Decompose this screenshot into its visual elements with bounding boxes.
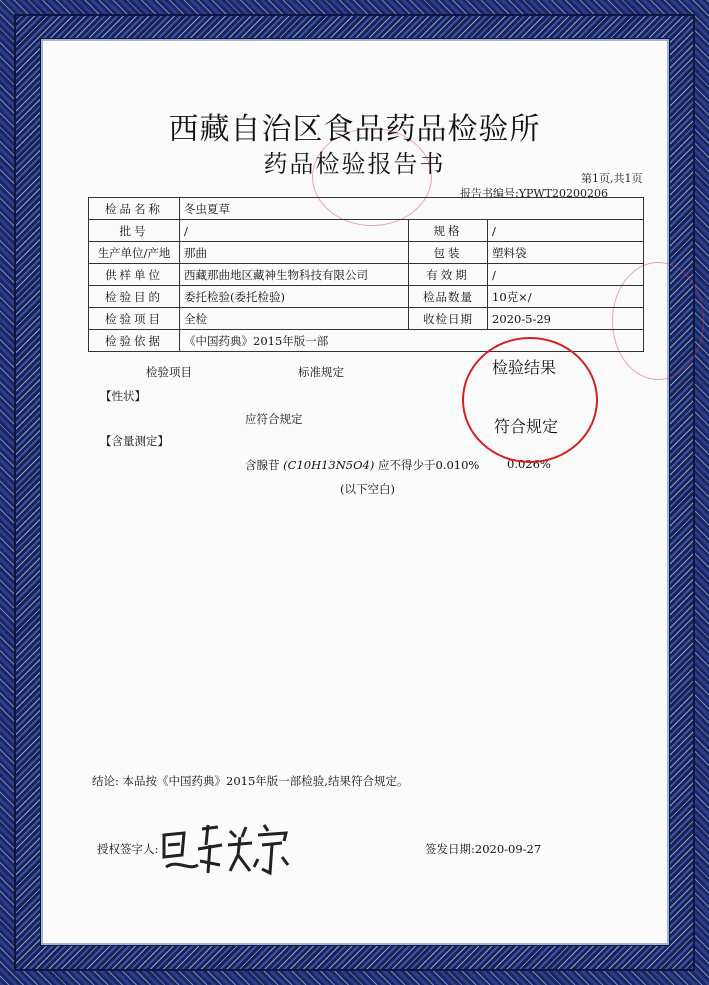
table-row xyxy=(89,242,644,264)
label-batch: 批号 xyxy=(89,220,180,242)
institute-name: 西藏自治区食品药品检验所 xyxy=(168,112,541,147)
report-number: 报告书编号:YPWT20200206 xyxy=(460,187,609,200)
signatory-label: 授权签字人: xyxy=(97,842,159,856)
label-spec: 规格 xyxy=(409,220,488,242)
blank-note: (以下空白) xyxy=(340,482,395,496)
table-row xyxy=(89,264,644,286)
value-basis: 《中国药典》2015年版一部 xyxy=(180,330,644,352)
table-row xyxy=(89,220,644,242)
value-quantity: 10克×/ xyxy=(488,286,644,308)
section-assay: 【含量测定】 xyxy=(100,434,169,448)
label-purpose: 检验目的 xyxy=(89,286,180,308)
label-producer: 生产单位/产地 xyxy=(89,242,180,264)
assay-item-line xyxy=(245,457,479,473)
value-spec: / xyxy=(488,220,644,242)
table-row xyxy=(89,198,644,220)
value-producer: 那曲 xyxy=(180,242,409,264)
assay-formula: (C10H13N5O4) xyxy=(283,458,375,472)
section-appearance: 【性状】 xyxy=(100,389,146,403)
sample-info-table xyxy=(88,197,644,352)
assay-result: 0.026% xyxy=(507,457,551,471)
value-expiry: / xyxy=(488,264,644,286)
conclusion: 结论: 本品按《中国药典》2015年版一部检验,结果符合规定。 xyxy=(92,774,409,788)
value-test-items: 全检 xyxy=(180,308,409,330)
value-purpose: 委托检验(委托检验) xyxy=(180,286,409,308)
assay-standard: 应不得少于0.010% xyxy=(378,458,480,472)
column-header-standard: 标准规定 xyxy=(298,365,344,379)
appearance-result: 符合规定 xyxy=(494,417,559,436)
table-row xyxy=(89,308,644,330)
document-title: 药品检验报告书 xyxy=(263,150,446,178)
value-batch: / xyxy=(180,220,409,242)
issue-date: 签发日期:2020-09-27 xyxy=(425,842,542,856)
appearance-standard: 应符合规定 xyxy=(245,412,303,426)
column-header-result: 检验结果 xyxy=(492,358,557,377)
value-sample-name: 冬虫夏草 xyxy=(180,198,644,220)
label-basis: 检验依据 xyxy=(89,330,180,352)
label-supplier: 供样单位 xyxy=(89,264,180,286)
column-header-item: 检验项目 xyxy=(146,365,192,379)
label-receive-date: 收检日期 xyxy=(409,308,488,330)
label-sample-name: 检品名称 xyxy=(89,198,180,220)
value-supplier: 西藏那曲地区藏神生物科技有限公司 xyxy=(180,264,409,286)
page-info: 第1页,共1页 xyxy=(581,172,643,185)
label-expiry: 有效期 xyxy=(409,264,488,286)
label-package: 包装 xyxy=(409,242,488,264)
result-highlight-circle xyxy=(462,337,598,463)
label-quantity: 检品数量 xyxy=(409,286,488,308)
table-row xyxy=(89,286,644,308)
label-test-items: 检验项目 xyxy=(89,308,180,330)
value-package: 塑料袋 xyxy=(488,242,644,264)
assay-item: 含腺苷 xyxy=(245,458,280,472)
value-receive-date: 2020-5-29 xyxy=(488,308,644,330)
